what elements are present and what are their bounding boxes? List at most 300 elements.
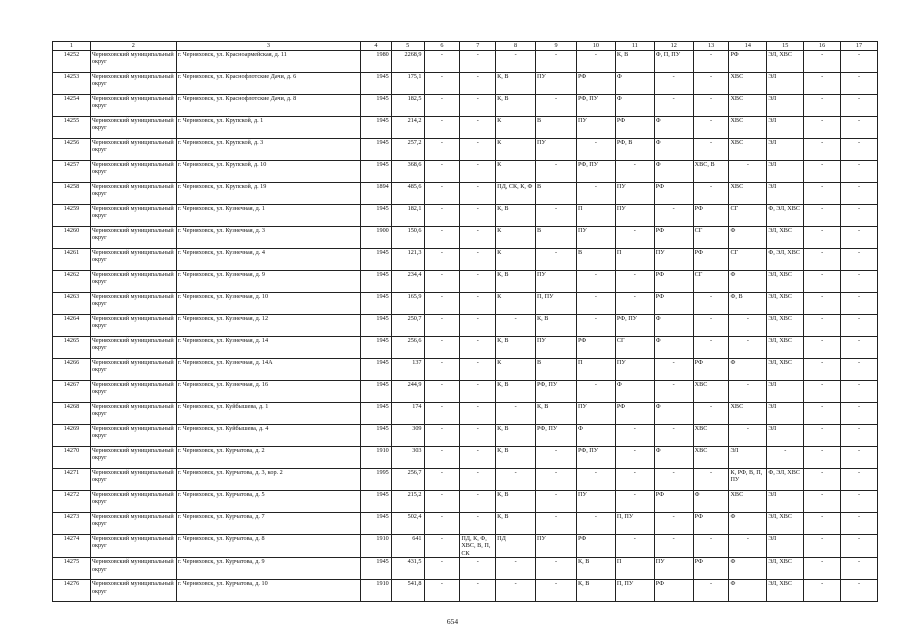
table-cell: - (841, 51, 878, 73)
table-cell: 14253 (53, 73, 91, 95)
table-cell: г. Черняховск, ул. Кузнечная, д. 12 (176, 315, 360, 337)
table-cell: Ф, В (729, 293, 767, 315)
table-cell: - (536, 95, 577, 117)
table-row (53, 337, 878, 359)
table-cell: В (536, 183, 577, 205)
table-cell: СГ (615, 337, 654, 359)
table-cell: 1945 (361, 359, 392, 381)
table-cell: - (460, 73, 496, 95)
table-cell: - (424, 51, 460, 73)
table-cell: РФ, ПУ (576, 161, 615, 183)
table-cell: ХВС (693, 447, 729, 469)
table-cell: 182,1 (391, 205, 424, 227)
table-cell: - (615, 535, 654, 558)
table-cell: 1945 (361, 315, 392, 337)
table-cell: - (460, 117, 496, 139)
table-cell: ЭЛ, ХВС (767, 227, 804, 249)
register-table (52, 41, 878, 602)
table-cell: г. Черняховск, ул. Курчатова, д. 7 (176, 513, 360, 535)
table-cell: 309 (391, 425, 424, 447)
table-row (53, 447, 878, 469)
table-cell: - (460, 227, 496, 249)
table-cell: СГ (729, 205, 767, 227)
column-header: 4 (361, 42, 392, 51)
table-cell: 641 (391, 535, 424, 558)
table-cell: ЭЛ (767, 73, 804, 95)
table-cell: П, ПУ (536, 293, 577, 315)
table-cell: - (841, 315, 878, 337)
table-cell: г. Черняховск, ул. Крупской, д. 19 (176, 183, 360, 205)
table-cell: Черняховский муниципальный округ (90, 73, 176, 95)
table-cell: - (804, 425, 841, 447)
table-cell: 14270 (53, 447, 91, 469)
table-cell: - (460, 425, 496, 447)
table-cell: 14264 (53, 315, 91, 337)
table-cell: - (424, 139, 460, 161)
table-cell: 14252 (53, 51, 91, 73)
table-cell: г. Черняховск, ул. Кузнечная, д. 1 (176, 205, 360, 227)
table-cell: 1945 (361, 117, 392, 139)
table-cell: - (804, 249, 841, 271)
table-row (53, 469, 878, 491)
table-cell: В (576, 249, 615, 271)
table-cell: г. Черняховск, ул. Краснофлотские Дачи, д. 6 (176, 73, 360, 95)
table-cell: - (841, 337, 878, 359)
table-cell: - (729, 315, 767, 337)
table-cell: Ф, ЭЛ, ХВС (767, 249, 804, 271)
table-cell: - (460, 139, 496, 161)
table-cell: 215,2 (391, 491, 424, 513)
table-cell: - (841, 95, 878, 117)
table-cell: ХВС (729, 491, 767, 513)
table-cell: - (804, 580, 841, 602)
table-cell: Черняховский муниципальный округ (90, 205, 176, 227)
table-cell: - (841, 205, 878, 227)
table-cell: 256,6 (391, 337, 424, 359)
table-cell: ЭЛ (767, 535, 804, 558)
table-cell: г. Черняховск, ул. Кузнечная, д. 10 (176, 293, 360, 315)
table-cell: К, В (496, 491, 536, 513)
table-cell: - (615, 271, 654, 293)
register-table-container (52, 41, 878, 602)
table-cell: - (841, 491, 878, 513)
table-cell: ХВС, В (693, 161, 729, 183)
table-cell: 303 (391, 447, 424, 469)
table-cell: Черняховский муниципальный округ (90, 95, 176, 117)
table-cell: ПУ (576, 117, 615, 139)
table-cell: - (654, 469, 693, 491)
table-cell: - (729, 337, 767, 359)
table-cell: ЭЛ (767, 117, 804, 139)
table-cell: РФ (615, 403, 654, 425)
table-cell: К, РФ, В, П, ПУ (729, 469, 767, 491)
table-cell: - (654, 95, 693, 117)
table-cell: СГ (693, 227, 729, 249)
table-cell: Ф (729, 359, 767, 381)
table-cell: П (576, 359, 615, 381)
table-cell: - (460, 491, 496, 513)
table-cell: 165,9 (391, 293, 424, 315)
table-cell: - (460, 580, 496, 602)
table-cell: 14265 (53, 337, 91, 359)
table-cell: 14268 (53, 403, 91, 425)
table-cell: - (536, 469, 577, 491)
table-cell: К (496, 117, 536, 139)
table-cell: - (496, 51, 536, 73)
table-cell: К, В (496, 381, 536, 403)
table-cell: - (841, 139, 878, 161)
table-cell: К (496, 227, 536, 249)
table-cell: РФ (729, 51, 767, 73)
table-cell: РФ (654, 491, 693, 513)
column-header: 3 (176, 42, 360, 51)
table-cell: - (460, 359, 496, 381)
table-cell: - (841, 403, 878, 425)
column-header: 15 (767, 42, 804, 51)
table-cell: К, В (576, 580, 615, 602)
table-cell: 14254 (53, 95, 91, 117)
table-cell: ЭЛ, ХВС (767, 293, 804, 315)
table-cell: ПУ (536, 535, 577, 558)
table-cell: 14274 (53, 535, 91, 558)
table-cell: РФ (693, 249, 729, 271)
table-cell: Ф (654, 161, 693, 183)
table-cell: - (804, 491, 841, 513)
table-cell: 1945 (361, 293, 392, 315)
table-cell: П (576, 205, 615, 227)
table-cell: - (804, 293, 841, 315)
table-row (53, 205, 878, 227)
table-cell: 1945 (361, 249, 392, 271)
table-cell: - (576, 381, 615, 403)
table-cell: - (615, 425, 654, 447)
table-cell: ЭЛ (767, 161, 804, 183)
table-body (53, 42, 878, 602)
table-cell: - (804, 51, 841, 73)
table-cell: 150,6 (391, 227, 424, 249)
table-cell: - (841, 359, 878, 381)
table-cell: г. Черняховск, ул. Курчатова, д. 8 (176, 535, 360, 558)
table-row (53, 73, 878, 95)
table-cell: Черняховский муниципальный округ (90, 580, 176, 602)
table-cell: - (424, 117, 460, 139)
column-header: 5 (391, 42, 424, 51)
table-cell: - (496, 315, 536, 337)
table-cell: - (729, 161, 767, 183)
table-cell: - (615, 161, 654, 183)
table-cell: ЭЛ, ХВС (767, 337, 804, 359)
table-cell: - (615, 447, 654, 469)
table-cell: Ф (654, 139, 693, 161)
table-cell: Черняховский муниципальный округ (90, 425, 176, 447)
table-cell: - (424, 491, 460, 513)
table-cell: - (460, 403, 496, 425)
table-cell: 541,8 (391, 580, 424, 602)
table-cell: - (424, 381, 460, 403)
table-cell: РФ (693, 205, 729, 227)
table-cell: - (496, 580, 536, 602)
table-cell: г. Черняховск, ул. Куйбышева, д. 1 (176, 403, 360, 425)
table-cell: Черняховский муниципальный округ (90, 227, 176, 249)
table-cell: ЭЛ, ХВС (767, 558, 804, 580)
table-cell: - (536, 491, 577, 513)
table-cell: Ф (615, 73, 654, 95)
table-cell: - (536, 513, 577, 535)
table-cell: ПД (496, 535, 536, 558)
table-cell: Ф (729, 580, 767, 602)
table-cell: РФ (693, 359, 729, 381)
table-cell: 257,2 (391, 139, 424, 161)
table-cell: 2268,9 (391, 51, 424, 73)
table-row (53, 580, 878, 602)
table-cell: ХВС (729, 95, 767, 117)
table-cell: РФ, В (615, 139, 654, 161)
table-cell: - (460, 249, 496, 271)
table-cell: г. Черняховск, ул. Курчатова, д. 5 (176, 491, 360, 513)
table-cell: 14269 (53, 425, 91, 447)
table-cell: 1910 (361, 535, 392, 558)
table-cell: 14260 (53, 227, 91, 249)
table-cell: - (536, 580, 577, 602)
table-cell: г. Черняховск, ул. Крупской, д. 1 (176, 117, 360, 139)
table-cell: г. Черняховск, ул. Курчатова, д. 9 (176, 558, 360, 580)
table-cell: 14273 (53, 513, 91, 535)
table-cell: - (804, 161, 841, 183)
table-cell: - (536, 205, 577, 227)
table-cell: ПУ (536, 139, 577, 161)
table-row (53, 183, 878, 205)
table-cell: 1945 (361, 425, 392, 447)
table-cell: - (804, 139, 841, 161)
table-cell: г. Черняховск, ул. Кузнечная, д. 3 (176, 227, 360, 249)
table-cell: ПД, К, Ф, ХВС, В, П, СК (460, 535, 496, 558)
table-cell: - (804, 271, 841, 293)
table-cell: РФ (576, 73, 615, 95)
table-cell: - (841, 469, 878, 491)
table-cell: - (804, 183, 841, 205)
table-cell: К, В (496, 205, 536, 227)
table-cell: - (424, 513, 460, 535)
table-cell: 1980 (361, 51, 392, 73)
table-cell: Черняховский муниципальный округ (90, 513, 176, 535)
table-cell: - (615, 469, 654, 491)
table-cell: г. Черняховск, ул. Кузнечная, д. 14 (176, 337, 360, 359)
table-cell: 250,7 (391, 315, 424, 337)
table-cell: Черняховский муниципальный округ (90, 558, 176, 580)
table-cell: К, В (496, 425, 536, 447)
table-cell: ПУ (576, 227, 615, 249)
table-cell: 14276 (53, 580, 91, 602)
table-cell: ХВС (693, 381, 729, 403)
table-cell: РФ, ПУ (576, 95, 615, 117)
table-cell: Ф (615, 95, 654, 117)
table-cell: ЭЛ (767, 425, 804, 447)
table-cell: 1945 (361, 513, 392, 535)
table-cell: ЭЛ (767, 183, 804, 205)
table-cell: ПУ (576, 403, 615, 425)
table-cell: 431,5 (391, 558, 424, 580)
table-cell: - (841, 580, 878, 602)
table-cell: г. Черняховск, ул. Кузнечная, д. 16 (176, 381, 360, 403)
table-cell: Ф (729, 227, 767, 249)
table-cell: 14271 (53, 469, 91, 491)
table-cell: - (496, 403, 536, 425)
table-cell: - (841, 227, 878, 249)
table-cell: г. Черняховск, ул. Кузнечная, д. 4 (176, 249, 360, 271)
column-header: 6 (424, 42, 460, 51)
table-cell: - (424, 227, 460, 249)
table-cell: - (460, 337, 496, 359)
table-cell: ПУ (615, 359, 654, 381)
table-cell: - (424, 205, 460, 227)
table-cell: В (536, 359, 577, 381)
table-cell: 1945 (361, 271, 392, 293)
table-cell: - (729, 425, 767, 447)
table-cell: РФ (693, 513, 729, 535)
table-cell: - (536, 51, 577, 73)
table-cell: - (424, 469, 460, 491)
table-cell: - (767, 447, 804, 469)
table-cell: Черняховский муниципальный округ (90, 161, 176, 183)
table-cell: 256,7 (391, 469, 424, 491)
table-cell: - (841, 447, 878, 469)
table-cell: - (841, 161, 878, 183)
table-cell: - (460, 95, 496, 117)
table-cell: К, В (536, 315, 577, 337)
table-cell: - (693, 315, 729, 337)
table-cell: - (804, 117, 841, 139)
table-cell: - (804, 403, 841, 425)
table-cell: г. Черняховск, ул. Крупской, д. 3 (176, 139, 360, 161)
table-cell: 175,1 (391, 73, 424, 95)
table-cell: ХВС (729, 139, 767, 161)
table-cell: К, В (576, 558, 615, 580)
table-cell: - (654, 425, 693, 447)
table-cell: 174 (391, 403, 424, 425)
table-cell: К, В (496, 337, 536, 359)
table-cell: Ф, ЭЛ, ХВС (767, 205, 804, 227)
table-row (53, 359, 878, 381)
table-cell: 1894 (361, 183, 392, 205)
table-row (53, 51, 878, 73)
table-cell: - (460, 205, 496, 227)
table-cell: - (804, 558, 841, 580)
table-cell: К (496, 359, 536, 381)
table-cell: - (804, 359, 841, 381)
table-cell: П, ПУ (615, 580, 654, 602)
table-cell: ПУ (615, 183, 654, 205)
table-row (53, 161, 878, 183)
table-cell: 502,4 (391, 513, 424, 535)
table-cell: РФ (576, 337, 615, 359)
table-cell: 1945 (361, 73, 392, 95)
table-cell: - (804, 205, 841, 227)
column-header: 13 (693, 42, 729, 51)
table-cell: - (496, 469, 536, 491)
table-cell: - (693, 535, 729, 558)
table-cell: - (460, 183, 496, 205)
table-cell: - (693, 117, 729, 139)
table-cell: - (654, 73, 693, 95)
table-cell: Черняховский муниципальный округ (90, 249, 176, 271)
table-cell: Ф, П, ПУ (654, 51, 693, 73)
column-header: 11 (615, 42, 654, 51)
table-cell: - (693, 73, 729, 95)
table-cell: РФ, ПУ (536, 425, 577, 447)
table-cell: - (536, 161, 577, 183)
table-cell: ПУ (536, 73, 577, 95)
column-header: 14 (729, 42, 767, 51)
table-cell: К (496, 139, 536, 161)
table-cell: 14262 (53, 271, 91, 293)
table-row (53, 535, 878, 558)
table-cell: - (841, 183, 878, 205)
table-cell: 14272 (53, 491, 91, 513)
table-cell: г. Черняховск, ул. Куйбышева, д. 4 (176, 425, 360, 447)
table-cell: - (804, 469, 841, 491)
table-cell: - (841, 381, 878, 403)
column-header: 17 (841, 42, 878, 51)
table-cell: 14255 (53, 117, 91, 139)
table-cell: - (804, 381, 841, 403)
table-cell: - (654, 205, 693, 227)
table-cell: 121,3 (391, 249, 424, 271)
table-cell: К, В (496, 513, 536, 535)
table-cell: РФ (615, 117, 654, 139)
table-cell: 1945 (361, 337, 392, 359)
table-cell: РФ, ПУ (536, 381, 577, 403)
table-cell: - (654, 359, 693, 381)
table-cell: - (693, 139, 729, 161)
table-cell: ПУ (536, 271, 577, 293)
table-cell: П, ПУ (615, 513, 654, 535)
table-cell: Черняховский муниципальный округ (90, 447, 176, 469)
table-cell: - (841, 293, 878, 315)
table-cell: 1945 (361, 95, 392, 117)
table-cell: Черняховский муниципальный округ (90, 271, 176, 293)
table-cell: ПУ (536, 337, 577, 359)
table-cell: 182,5 (391, 95, 424, 117)
table-cell: ПУ (576, 491, 615, 513)
table-cell: РФ (576, 535, 615, 558)
table-cell: Черняховский муниципальный округ (90, 337, 176, 359)
table-cell: Ф (729, 558, 767, 580)
table-cell: Ф, ЭЛ, ХВС (767, 469, 804, 491)
table-cell: - (804, 447, 841, 469)
table-cell: 1945 (361, 403, 392, 425)
column-header: 9 (536, 42, 577, 51)
table-cell: г. Черняховск, ул. Крупской, д. 10 (176, 161, 360, 183)
table-cell: - (536, 249, 577, 271)
table-cell: ПД, СК, К, Ф (496, 183, 536, 205)
table-cell: К, В (536, 403, 577, 425)
table-cell: - (693, 580, 729, 602)
column-number-header (53, 42, 878, 51)
table-cell: - (841, 249, 878, 271)
table-cell: - (576, 513, 615, 535)
table-cell: - (804, 227, 841, 249)
table-cell: ПУ (615, 205, 654, 227)
table-cell: - (576, 139, 615, 161)
table-cell: СГ (693, 271, 729, 293)
table-cell: - (424, 337, 460, 359)
table-cell: ЭЛ, ХВС (767, 513, 804, 535)
table-row (53, 139, 878, 161)
table-cell: - (729, 381, 767, 403)
table-row (53, 117, 878, 139)
table-cell: 1945 (361, 381, 392, 403)
table-cell: 14258 (53, 183, 91, 205)
